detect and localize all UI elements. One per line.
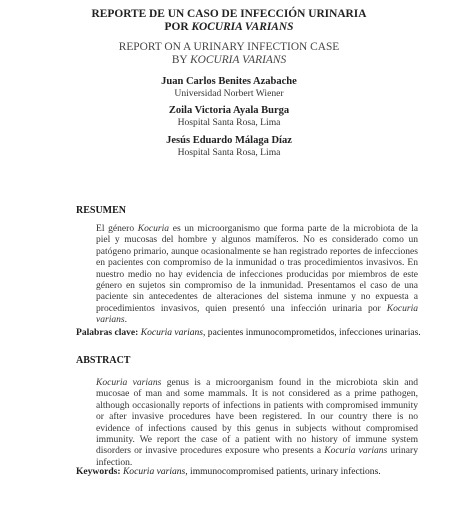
resumen-text: es un microorganismo que forma parte de la microbiota de la piel y mucosas del hombre y algunos mamíferos. No es considerado como un patógeno primario, aunque ocasionalmente se han registrado reportes de infecciones en pacientes con compromiso de la inmunidad o tras procedimientos invasivos. En nuestro medio no hay evidencia de infecciones producidas por miembros de este género en sujetos sin compromiso de la inmunidad. Presentamos el caso de una paciente sin antecedentes de alteraciones del sistema inmune y no expuesta a procedimientos invasivos, quien presentó una infección urinaria por — [96, 223, 418, 314]
title-english — [0, 41, 458, 67]
keywords-english — [76, 466, 426, 477]
title-spanish — [0, 8, 458, 34]
abstract-species: Kocuria varians — [324, 445, 388, 457]
abstract-text: urinary infection. — [96, 445, 418, 468]
author-block — [0, 104, 458, 129]
keyword-organism: Kocuria varians — [140, 327, 204, 338]
author-block — [0, 134, 458, 159]
resumen-paragraph — [96, 223, 418, 326]
author-block — [0, 75, 458, 100]
keyword-organism: Kocuria varians — [122, 466, 186, 477]
title-spanish-organism: KOCURIA VARIANS — [191, 21, 294, 33]
abstract-heading: ABSTRACT — [76, 355, 131, 366]
keywords-spanish — [76, 327, 426, 338]
keywords-label: Palabras clave: — [76, 327, 139, 338]
author-affiliation: Universidad Norbert Wiener — [174, 88, 284, 99]
resumen-heading: RESUMEN — [76, 205, 127, 216]
abstract-paragraph — [96, 377, 418, 468]
keywords-label: Keywords: — [76, 466, 121, 477]
resumen-text: . — [124, 314, 128, 326]
abstract-text: genus is a microorganism found in the microbiota skin and mucosae of man and some mammals. It is not considered as a prime pathogen, although occasionally reports of infections in patients with compromised immunity or after invasive procedures have been registered. In our country there is no evidence of infections caused by this genus in subjects without compromised immunity. We report the case of a patient with no history of immune system disorders or invasive procedures exposure who presents a — [96, 377, 418, 457]
abstract-species: Kocuria varians — [96, 377, 162, 388]
title-spanish-line2 — [0, 21, 458, 34]
keywords-list: , pacientes inmunocomprometidos, infecciones urinarias. — [203, 327, 421, 338]
resumen-text: El género — [96, 223, 138, 234]
resumen-genus: Kocuria — [137, 223, 170, 234]
title-spanish-line1: REPORTE DE UN CASO DE INFECCIÓN URINARIA — [91, 8, 367, 20]
resumen-species: Kocuria varians — [96, 302, 418, 326]
author-name: Juan Carlos Benites Azabache — [161, 76, 297, 87]
author-name: Jesús Eduardo Málaga Díaz — [166, 135, 292, 146]
title-english-organism: KOCURIA VARIANS — [190, 54, 287, 66]
title-english-line2 — [0, 54, 458, 67]
author-name: Zoila Victoria Ayala Burga — [168, 105, 290, 116]
keywords-list: , immunocompromised patients, urinary infections. — [185, 466, 381, 477]
author-affiliation: Hospital Santa Rosa, Lima — [177, 147, 281, 158]
title-english-line1: REPORT ON A URINARY INFECTION CASE — [118, 41, 340, 53]
title-english-prefix: BY — [171, 54, 191, 66]
author-affiliation: Hospital Santa Rosa, Lima — [177, 117, 281, 128]
title-spanish-prefix: POR — [164, 21, 192, 33]
